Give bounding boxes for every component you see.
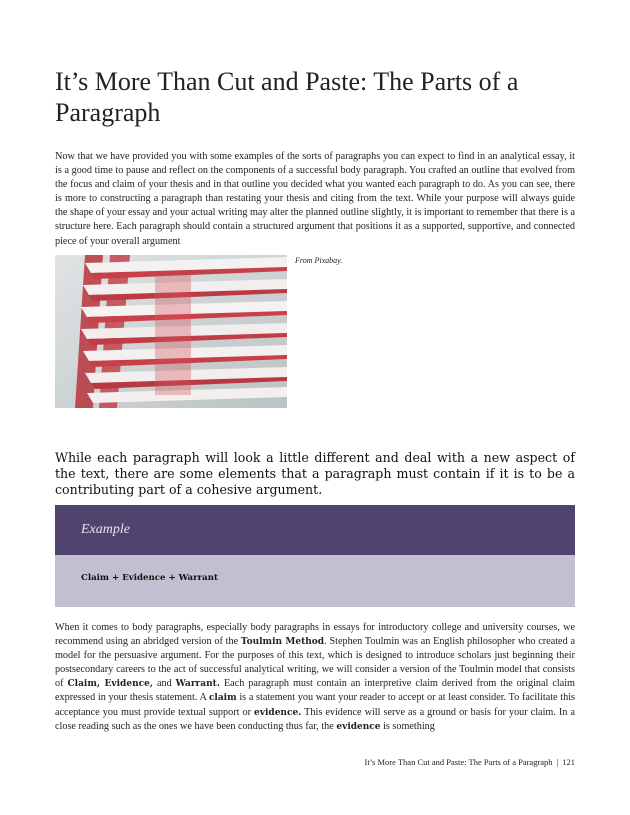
text-run: and [152, 678, 176, 690]
page-footer [364, 757, 575, 767]
footer-running-title: It’s More Than Cut and Paste: The Parts of a Paragraph [364, 757, 553, 767]
text-run: Each paragraph must contain an interpretive claim derived from the original claim expressed in your thesis statement. A [55, 678, 575, 704]
text-run: is something [380, 720, 435, 732]
footer-separator: | [556, 757, 559, 767]
bold-term: Claim, Evidence, [67, 679, 153, 690]
bold-term: claim [208, 693, 237, 704]
page-number: 121 [562, 757, 575, 767]
example-formula: Claim + Evidence + Warrant [81, 573, 218, 583]
red-white-stripes-image [55, 255, 287, 408]
text-run: . Stephen Toulmin was an English philosopher who created a model for the persuasive argument. For the purposes of this text, which is designed to introduce scholars just beginning their postsecondary careers to the act of successful analytical writing, we will consider a version of the Toulmin model that consists of [55, 636, 575, 690]
bold-term: Toulmin Method [240, 637, 325, 648]
bold-term: Warrant. [175, 679, 220, 690]
bold-term: evidence. [254, 707, 302, 718]
example-box-body [55, 555, 575, 607]
lead-paragraph: While each paragraph will look a little different and deal with a new aspect of the text, there are some elements that a paragraph must contain if it is to be a contributing part of a cohesive argument. [55, 450, 575, 497]
text-run: is a statement you want your reader to accept or at least consider. To facilitate this acceptance you must provide textual support or [55, 692, 575, 718]
image-caption: From Pixabay. [295, 256, 343, 265]
body-paragraph [55, 621, 575, 734]
text-run: When it comes to body paragraphs, especially body paragraphs in essays for introductory college and university courses, we recommend using an abridged version of the [55, 622, 575, 648]
bold-term: evidence [336, 721, 381, 732]
intro-paragraph: Now that we have provided you with some examples of the sorts of paragraphs you can expect to find in an analytical essay, it is a good time to pause and reflect on the components of a successful body paragraph. You crafted an outline that evolved from the focus and claim of your thesis and in that outline you decided what you wanted each paragraph to do. As you can see, there is more to constructing a paragraph than restating your thesis and citing from the text. While your purpose will always guide the shape of your essay and your actual writing may alter the planned outline slightly, it is important to remember that there is a structure here. Each paragraph should contain a structured argument that positions it as a supported, supportive, and connected piece of your overall argument [55, 151, 575, 247]
page-title: It’s More Than Cut and Paste: The Parts of a Paragraph [55, 67, 519, 127]
abstract-photo [55, 255, 287, 408]
example-heading: Example [81, 522, 130, 537]
example-box-header [55, 505, 575, 555]
text-run: This evidence will serve as a ground or basis for your claim. In a close reading such as the ones we have been conducting thus far, the [55, 706, 575, 732]
